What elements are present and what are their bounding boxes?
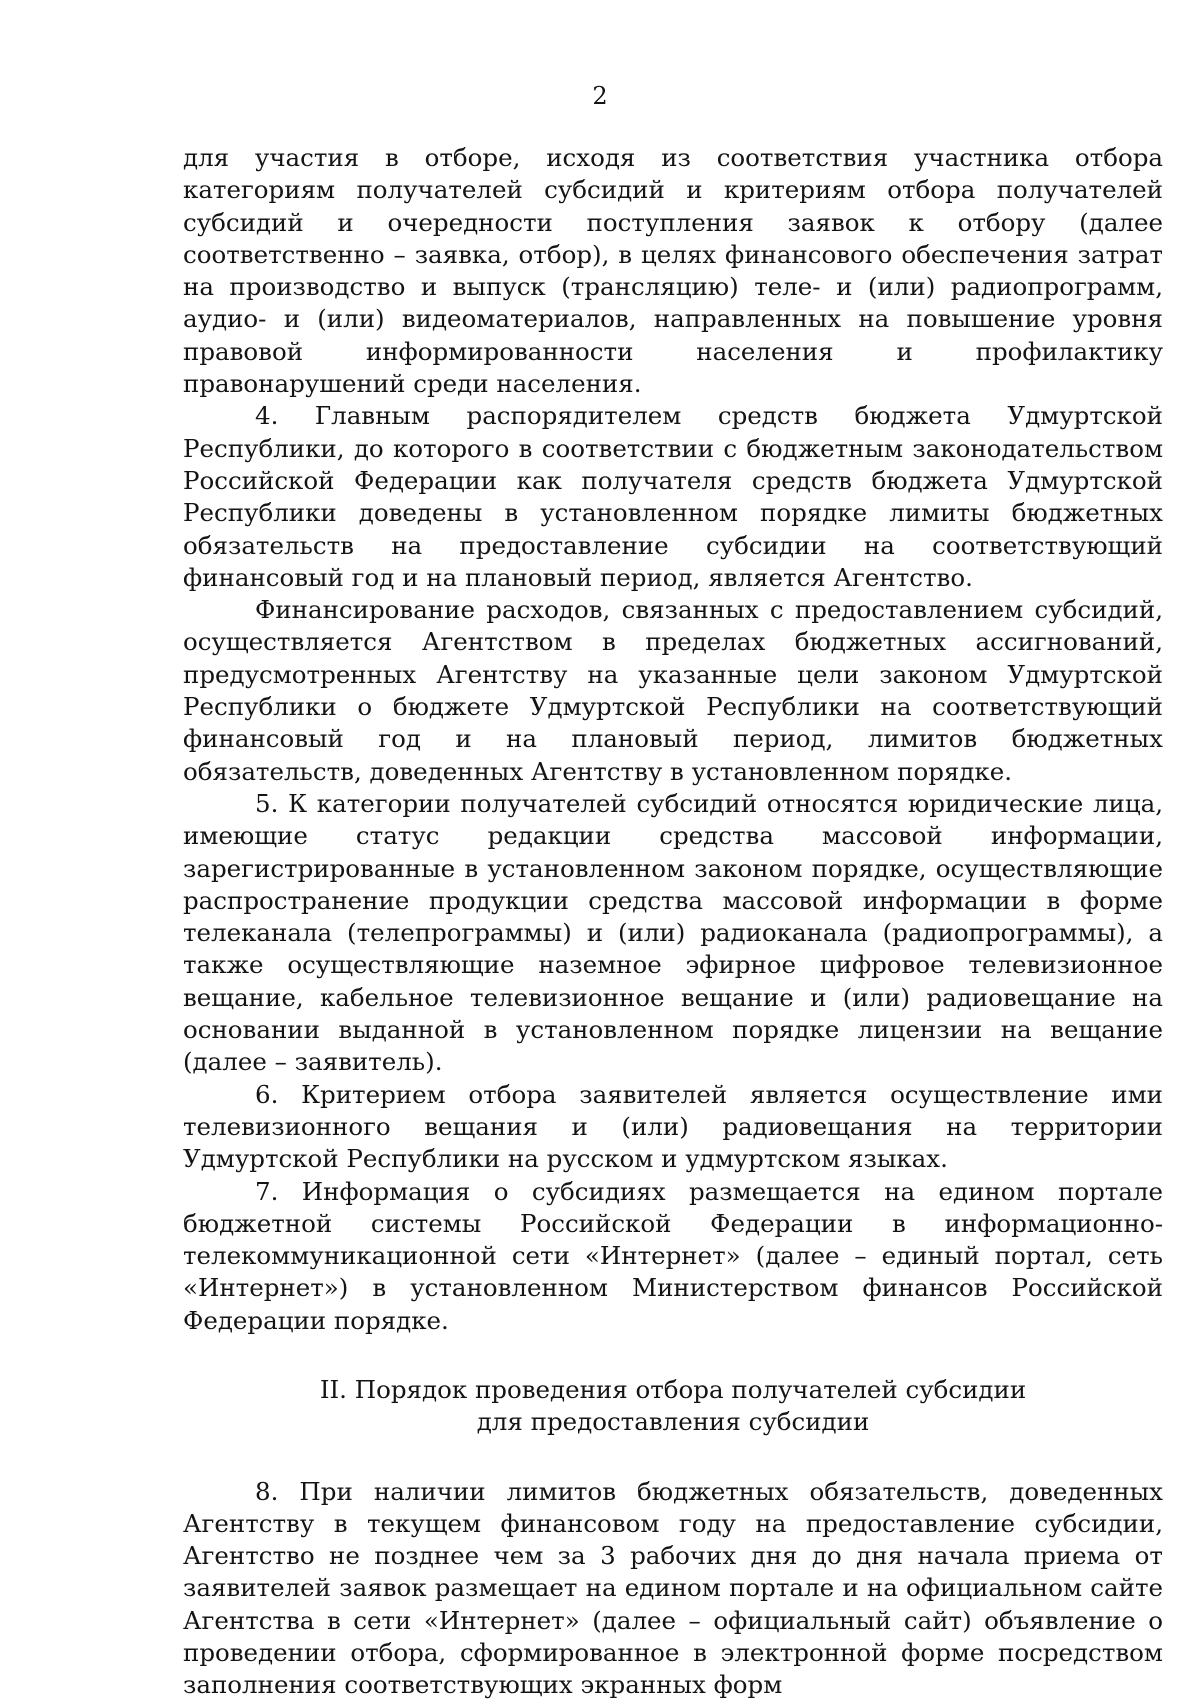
paragraph-item-4: 4. Главным распорядителем средств бюджета Удмуртской Республики, до которого в соответствии с бюджетным законодательством Российской Федерации как получателя средств бюджета Удмуртской Республики доведены в установленном порядке лимиты бюджетных обязательств на предоставление субсидии на соответствующий финансовый год и на плановый период, является Агентство. [183,401,1163,592]
paragraph-item-7: 7. Информация о субсидиях размещается на едином портале бюджетной системы Российской Федерации в информационно-телекоммуникационной сети «Интернет» (далее – единый портал, сеть «Интернет») в установленном Министерством финансов Российской Федерации порядке. [183,1176,1163,1335]
paragraph-item-8: 8. При наличии лимитов бюджетных обязательств, доведенных Агентству в текущем финансовом году на предоставление субсидии, Агентство не позднее чем за 3 рабочих дня до дня начала приема от заявителей заявок размещает на едином портале и на официальном сайте Агентства в сети «Интернет» (далее – официальный сайт) объявление о проведении отбора, сформированное в электронной форме посредством заполнения соответствующих экранных форм [183,1476,1163,1700]
section-heading-line-1: II. Порядок проведения отбора получателей субсидии [319,1374,1027,1404]
paragraph-item-6: 6. Критерием отбора заявителей является осуществление ими телевизионного вещания и (или) радиовещания на территории Удмуртской Республики на русском и удмуртском языках. [183,1079,1163,1174]
page-number: 2 [592,82,608,110]
paragraph-financing: Финансирование расходов, связанных с предоставлением субсидий, осуществляется Агентством в пределах бюджетных ассигнований, предусмотренных Агентству на указанные цели законом Удмуртской Республики о бюджете Удмуртской Республики на соответствующий финансовый год и на плановый период, лимитов бюджетных обязательств, доведенных Агентству в установленном порядке. [183,595,1163,786]
section-heading-line-2: для предоставления субсидии [476,1407,870,1437]
section-heading [183,1374,1163,1439]
document-body [183,142,1163,1702]
paragraph-item-5: 5. К категории получателей субсидий относятся юридические лица, имеющие статус редакции средства массовой информации, зарегистрированные в установленном законом порядке, осуществляющие распространение продукции средства массовой информации в форме телеканала (телепрограммы) и (или) радиоканала (радиопрограммы), а также осуществляющие наземное эфирное цифровое телевизионное вещание, кабельное телевизионное вещание и (или) радиовещание на основании выданной в установленном порядке лицензии на вещание (далее – заявитель). [183,788,1163,1077]
paragraph-continuation: для участия в отборе, исходя из соответствия участника отбора категориям получателей субсидий и критериям отбора получателей субсидий и очередности поступления заявок к отбору (далее соответственно – заявка, отбор), в целях финансового обеспечения затрат на производство и выпуск (трансляцию) теле- и (или) радиопрограмм, аудио- и (или) видеоматериалов, направленных на повышение уровня правовой информированности населения и профилактику правонарушений среди населения. [183,143,1163,399]
